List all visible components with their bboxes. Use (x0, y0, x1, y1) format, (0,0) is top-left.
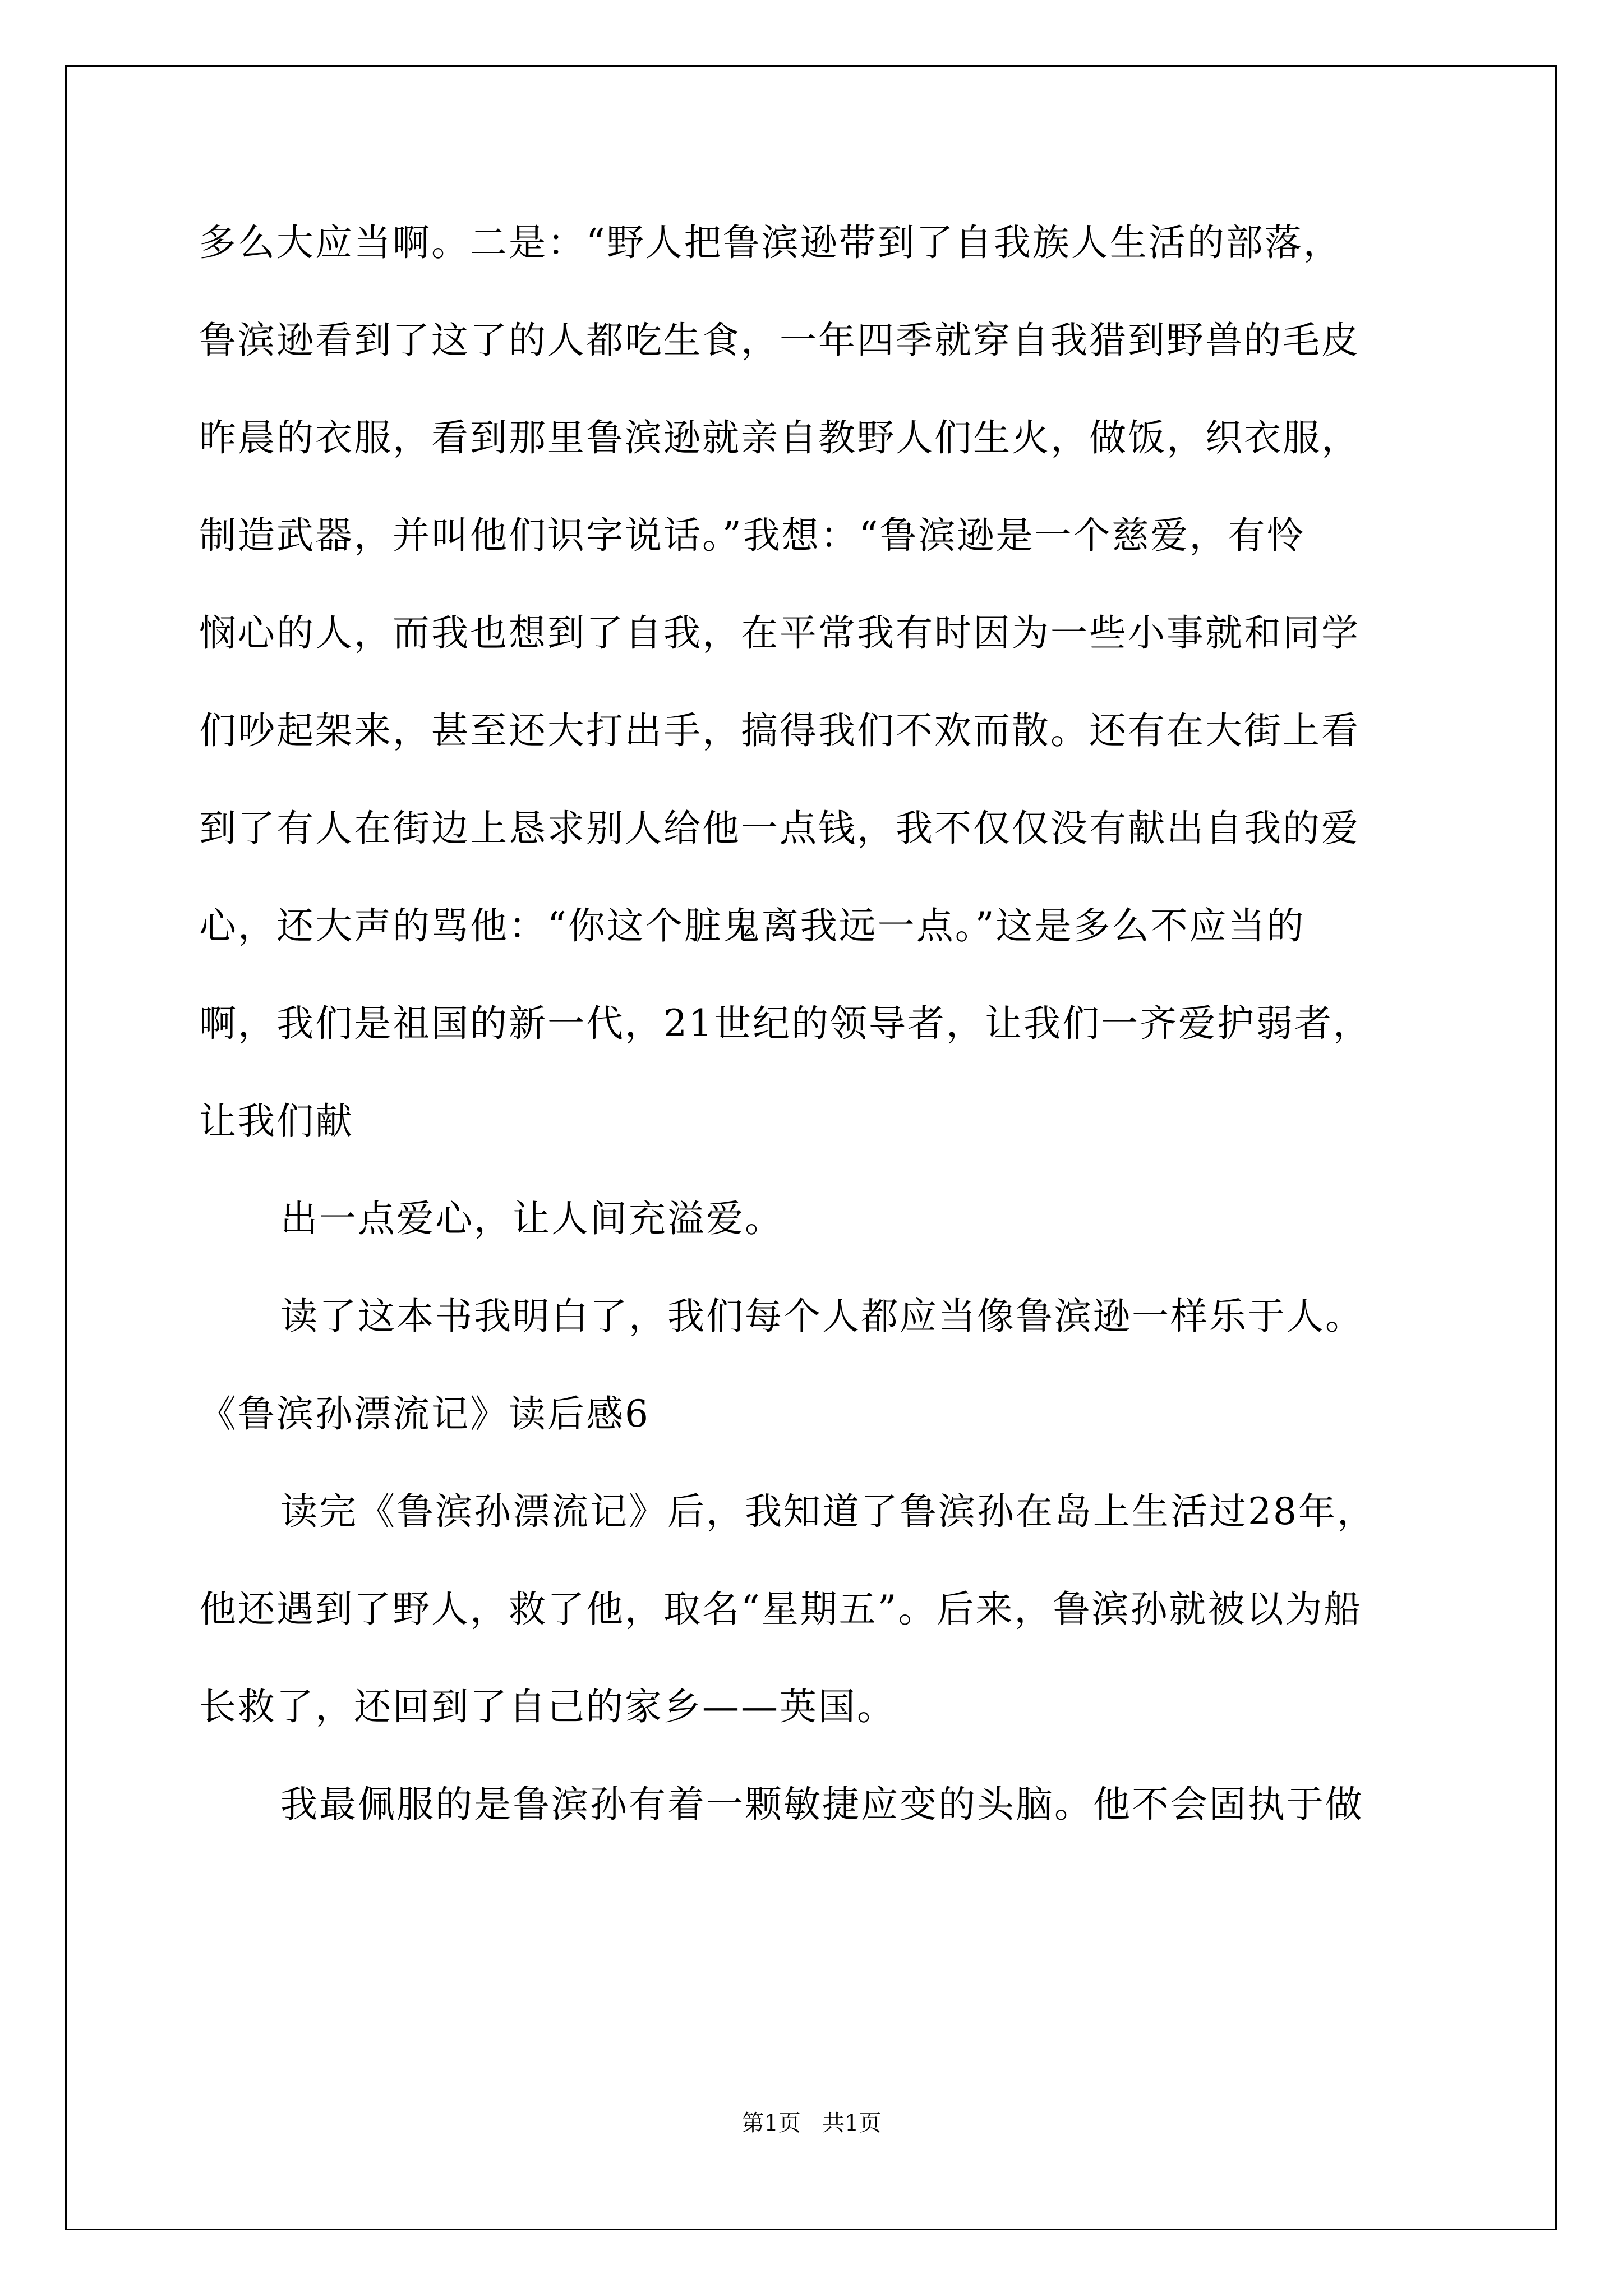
paragraph-line: 读了这本书我明白了，我们每个人都应当像鲁滨逊一样乐于人。 (280, 1295, 1364, 1338)
text-line: 长救了，还回到了自己的家乡——英国。 (199, 1685, 896, 1728)
text-line: 制造武器，并叫他们识字说话。”我想：“鲁滨逊是一个慈爱，有怜 (199, 514, 1306, 557)
page-footer: 第1页 共1页 (741, 2110, 882, 2136)
text-line: 昨晨的衣服，看到那里鲁滨逊就亲自教野人们生火，做饭，织衣服， (199, 416, 1360, 459)
text-line: 多么大应当啊。二是：“野人把鲁滨逊带到了自我族人生活的部落， (199, 221, 1342, 264)
paragraph-line: 读完《鲁滨孙漂流记》后，我知道了鲁滨孙在岛上生活过28年， (280, 1490, 1376, 1533)
paragraph-line: 出一点爱心，让人间充溢爱。 (280, 1197, 783, 1240)
text-line: 们吵起架来，甚至还大打出手，搞得我们不欢而散。还有在大街上看 (199, 709, 1360, 752)
text-line: 悯心的人，而我也想到了自我，在平常我有时因为一些小事就和同学 (199, 611, 1360, 655)
text-line: 鲁滨逊看到了这了的人都吃生食，一年四季就穿自我猎到野兽的毛皮 (199, 319, 1360, 362)
paragraph-line: 我最佩服的是鲁滨孙有着一颗敏捷应变的头脑。他不会固执于做 (280, 1783, 1364, 1826)
text-line: 让我们献 (199, 1099, 354, 1143)
text-line: 心，还大声的骂他：“你这个脏鬼离我远一点。”这是多么不应当的 (199, 904, 1306, 947)
text-line: 到了有人在街边上恳求别人给他一点钱，我不仅仅没有献出自我的爱 (199, 807, 1360, 850)
page-border (65, 65, 1557, 2230)
text-line: 啊，我们是祖国的新一代，21世纪的领导者，让我们一齐爱护弱者， (199, 1002, 1372, 1045)
section-heading: 《鲁滨孙漂流记》读后感6 (199, 1392, 650, 1435)
text-line: 他还遇到了野人，救了他，取名“星期五”。后来，鲁滨孙就被以为船 (199, 1588, 1363, 1631)
